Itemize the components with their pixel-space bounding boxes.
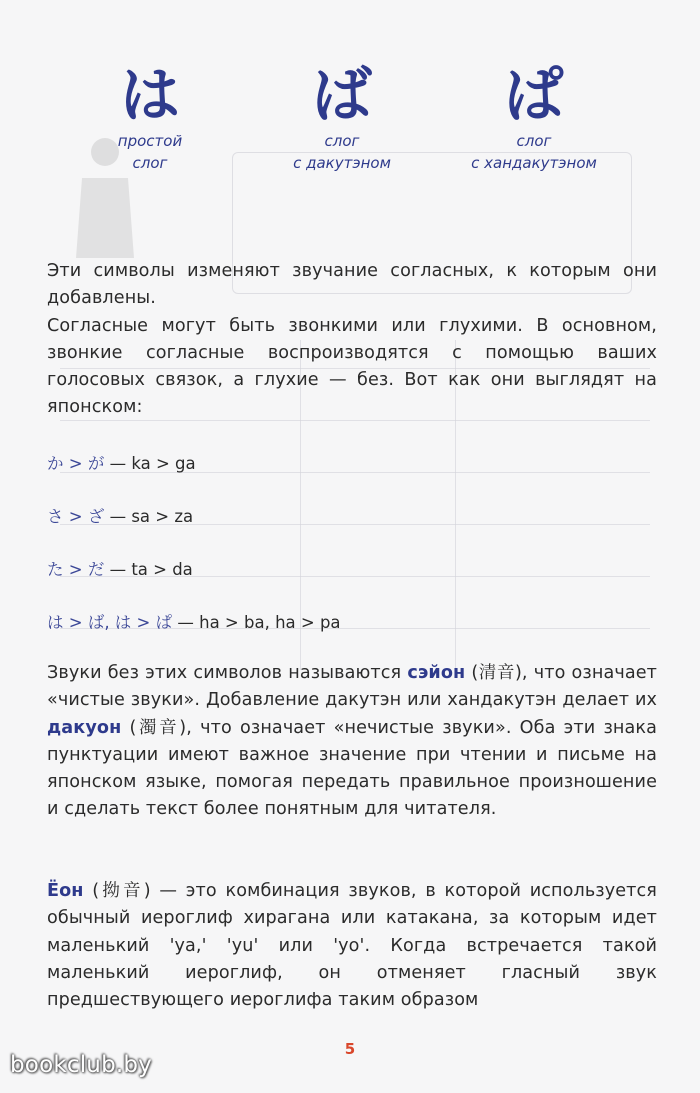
example-kana: か > が bbox=[47, 454, 105, 473]
example-romaji: — ha > ba, ha > pa bbox=[172, 613, 341, 632]
intro-text bbox=[47, 258, 657, 422]
example-line bbox=[47, 609, 341, 633]
page-number: 5 bbox=[344, 1040, 356, 1058]
seion-paragraph bbox=[47, 660, 657, 824]
kana-caption: с дакутэном bbox=[293, 154, 391, 172]
kana-dakuten bbox=[252, 62, 432, 174]
example-line bbox=[47, 503, 193, 527]
kana-glyph: は bbox=[120, 61, 180, 131]
example-kana: さ > ざ bbox=[47, 507, 105, 526]
kana-caption: простой bbox=[117, 132, 183, 150]
text-run: Звуки без этих символов называются bbox=[47, 663, 408, 683]
example-romaji: — sa > za bbox=[104, 507, 194, 526]
kana-caption: слог bbox=[516, 132, 552, 150]
yoon-paragraph bbox=[47, 878, 657, 1014]
text-run: (拗音) — это комбинация звуков, в которой используется обычный иероглиф хирагана или катакана, за которым идет маленький 'ya,' 'yu' или 'yo'. Когда встречается такой маленький иероглиф, он отменяет гласный звук предшествующего иероглифа таким образом bbox=[47, 881, 657, 1011]
example-romaji: — ka > ga bbox=[104, 454, 196, 473]
example-line bbox=[47, 450, 196, 474]
paragraph: Эти символы изменяют звучание согласных, к которым они добавлены. bbox=[47, 261, 657, 309]
kana-header bbox=[0, 62, 700, 192]
paragraph: Согласные могут быть звонкими или глухими. В основном, звонкие согласные воспроизводятся с помощью ваших голосовых связок, а глухие — без. Вот как они выглядят на японском: bbox=[47, 315, 657, 418]
term-seion: сэйон bbox=[407, 663, 466, 683]
text-run: (清音), что означает «чистые звуки». Добавление дакутэн или хандакутэн делает их bbox=[47, 663, 657, 711]
text-run: (濁音), что означает «нечистые звуки». Оба эти знака пунктуации имеют важное значение при чтении и письме на японском языке, помогая передать правильное произношение и сделать текст более понятным для читателя. bbox=[47, 717, 657, 820]
example-kana: は > ば, は > ぱ bbox=[47, 613, 173, 632]
kana-caption: слог bbox=[132, 154, 168, 172]
kana-glyph: ば bbox=[312, 61, 372, 131]
kana-caption: с хандакутэном bbox=[471, 154, 597, 172]
example-line bbox=[47, 556, 193, 580]
term-dakuon: дакуон bbox=[47, 717, 122, 738]
example-romaji: — ta > da bbox=[104, 560, 193, 579]
kana-handakuten bbox=[444, 62, 624, 174]
kana-caption: слог bbox=[324, 132, 360, 150]
term-yoon: Ёон bbox=[47, 881, 84, 901]
kana-plain bbox=[60, 62, 240, 174]
watermark: bookclub.by bbox=[10, 1052, 152, 1078]
example-kana: た > だ bbox=[47, 560, 105, 579]
kana-glyph: ぱ bbox=[504, 61, 564, 131]
